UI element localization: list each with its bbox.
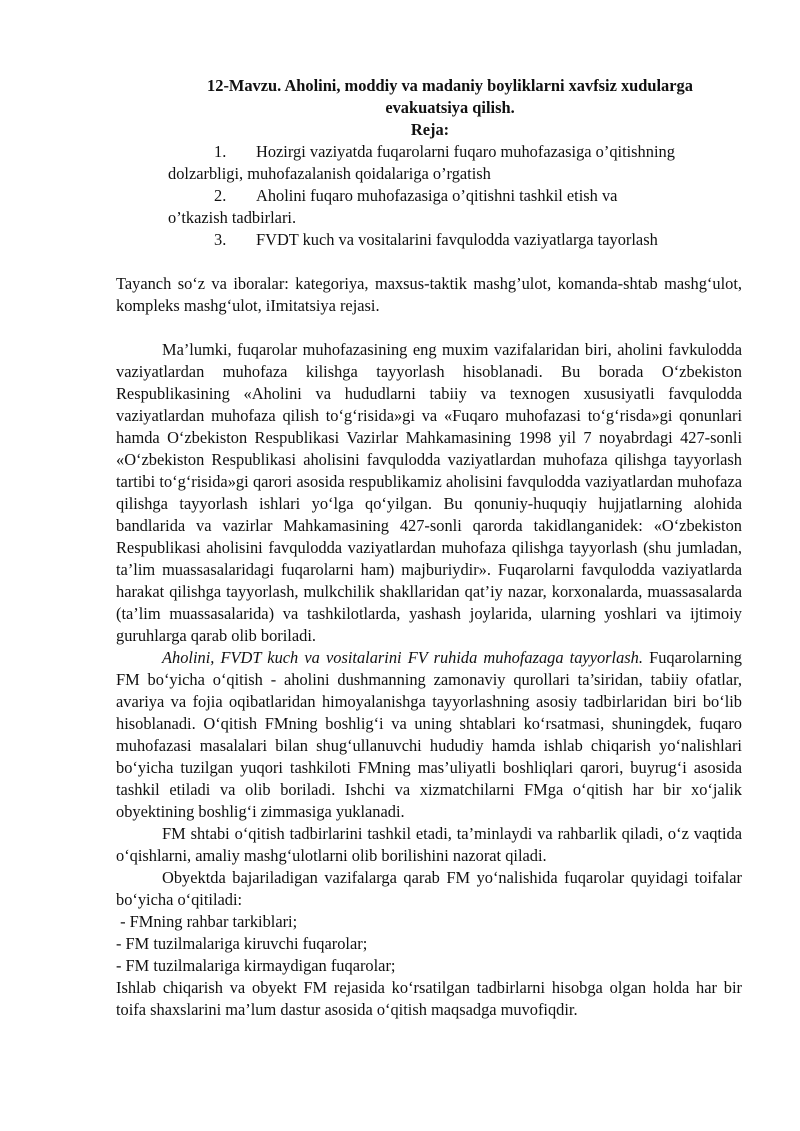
- paragraph-2-heading: Aholini, FVDT kuch va vositalarini FV ruhida muhofazaga tayyorlash.: [162, 648, 643, 667]
- paragraph-2-text: Fuqarolarning FM bo‘yicha o‘qitish - aholini dushmanning zamonaviy qurollari ta’siridan, tabiiy ofatlar, avariya va fojia oqibatlaridan himoyalanishga tayyorlashning asosiy tadbirlaridan biri bo‘lib hisoblanadi. O‘qitish FMning boshlig‘i va uning shtablari ko‘rsatmasi, shuningdek, fuqaro muhofazasi masalalari bilan shug‘ullanuvchi hududiy hamda ishlab chiqarish yo‘nalishlari bo‘yicha tuzilgan yuqori tashkiloti FMning mas’uliyatli boshliqlari qarori, buyrug‘i asosida tashkil etiladi va olib boriladi. Ishchi va xizmatchilarni FMga o‘qitish har bir xo‘jalik obyektining boshlig‘i zimmasiga yuklanadi.: [116, 648, 742, 821]
- paragraph-1: Ma’lumki, fuqarolar muhofazasining eng muxim vazifalaridan biri, aholini favkulodda vaziyatlardan muhofaza kilishga tayyorlash hisoblanadi. Bu borada O‘zbekiston Respublikasining «Aholini va hududlarni tabiiy va texnogen xususiyatli favqulodda vaziyatlardan muhofaza qilish to‘g‘risida»gi va «Fuqaro muhofazasi to‘g‘risda»gi qonunlari hamda O‘zbekiston Respublikasi Vazirlar Mahkamasining 1998 yil 7 noyabrdagi 427-sonli «O‘zbekiston Respublikasi aholisini favqulodda vaziyatlardan muhofaza qilishga tayyorlash tartibi to‘g‘risida»gi qarori asosida respublikamiz aholisini favqulodda vaziyatlardan muhofaza qilishga tayyorlash ishlari yo‘lga qo‘yilgan. Bu qonuniy-huquqiy hujjatlarning alohida bandlarida va vazirlar Mahkamasining 427-sonli qarorda takidlanganidek: «O‘zbekiston Respublikasi aholisini favqulodda vaziyatlardan muhofaza qilishga tayyorlash (shu jumladan, ta’lim muassasalaridagi fuqarolarni ham) majburiydir». Fuqarolarni favqulodda vaziyatlarda harakat qilishga tayyorlash, mulkchilik shakllaridan qat’iy nazar, korxonalarda, muassasalarda (ta’lim muassasalarida) va tashkilotlarda, yashash joylarida, ularning yoshlari va ijtimoiy guruhlarga qarab olib boriladi.: [116, 340, 742, 645]
- plan-item-1: [168, 141, 748, 185]
- document-title: [150, 75, 750, 119]
- plan-list: [168, 141, 748, 251]
- list-item: - FM tuzilmalariga kiruvchi fuqarolar;: [116, 934, 368, 953]
- plan-item-text: Hozirgi vaziyatda fuqarolarni fuqaro muhofazasiga o’qitishning: [256, 142, 675, 161]
- paragraph-4: Obyektda bajariladigan vazifalarga qarab FM yo‘nalishida fuqarolar quyidagi toifalar bo‘yicha o‘qitiladi:: [116, 868, 742, 909]
- main-text: [116, 339, 742, 1021]
- plan-item-number: 2.: [214, 186, 227, 205]
- plan-item-3: [168, 229, 748, 251]
- plan-item-number: 1.: [214, 142, 227, 161]
- plan-item-text: Aholini fuqaro muhofazasiga o’qitishni tashkil etish va: [256, 186, 618, 205]
- plan-item-2: [168, 185, 748, 229]
- plan-item-number: 3.: [214, 230, 227, 249]
- plan-item-continuation: dolzarbligi, muhofazalanish qoidalariga o’rgatish: [168, 164, 491, 183]
- plan-heading: Reja:: [410, 120, 450, 139]
- paragraph-2: [116, 647, 742, 823]
- title-line-1: 12-Mavzu. Aholini, moddiy va madaniy boyliklarni xavfsiz xudularga: [207, 76, 693, 95]
- paragraph-3: FM shtabi o‘qitish tadbirlarini tashkil etadi, ta’minlaydi va rahbarlik qiladi, o‘z vaqtida o‘qishlarni, amaliy mashg‘ulotlarni olib borilishini nazorat qiladi.: [116, 824, 742, 865]
- plan-item-continuation: o’tkazish tadbirlari.: [168, 208, 297, 227]
- keywords-text: Tayanch so‘z va iboralar: kategoriya, maxsus-taktik mashg’ulot, komanda-shtab mashg‘ulot, kompleks mashg‘ulot, iImitatsiya rejasi.: [116, 274, 742, 315]
- paragraph-5: Ishlab chiqarish va obyekt FM rejasida ko‘rsatilgan tadbirlarni hisobga olgan holda har bir toifa shaxslarini ma’lum dastur asosida o‘qitish maqsadga muvofiqdir.: [116, 978, 742, 1019]
- list-item: - FMning rahbar tarkiblari;: [116, 912, 298, 931]
- plan-item-text: FVDT kuch va vositalarini favqulodda vaziyatlarga tayorlash: [256, 230, 658, 249]
- keywords-block: [116, 273, 742, 317]
- title-line-2: evakuatsiya qilish.: [385, 98, 515, 117]
- list-item: - FM tuzilmalariga kirmaydigan fuqarolar;: [116, 956, 396, 975]
